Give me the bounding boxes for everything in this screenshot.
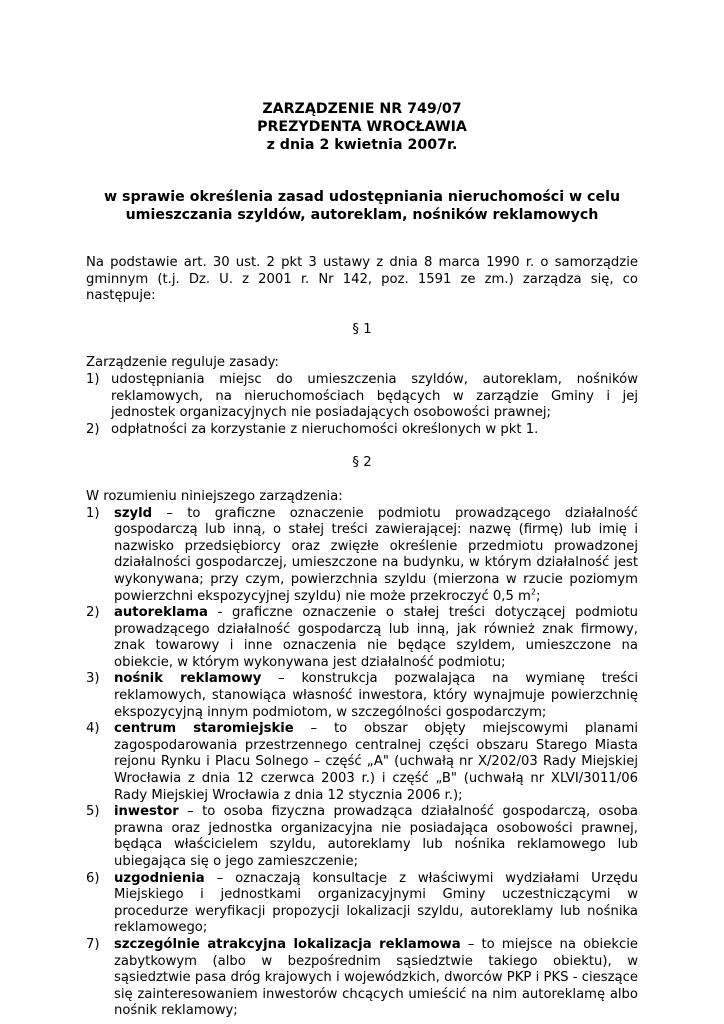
title-line-1: ZARZĄDZENIE NR 749/07: [262, 101, 462, 117]
section-2: [86, 489, 638, 1020]
list-item: [86, 422, 638, 439]
definition-item: [86, 871, 638, 937]
list-item-number: 2): [86, 421, 100, 437]
definition-text: – to miejsce na obiekcie zabytkowym (albo w bezpośrednim sąsiedztwie takiego obiektu), w sąsiedztwie pasa dróg krajowych i wojewódzkich, dworców PKP i PKS - cieszące się zainteresowaniem inwestorów chcących umieścić na nim autoreklamę albo nośnik reklamowy;: [114, 936, 638, 1019]
list-item: [86, 372, 638, 422]
definition-term: uzgodnienia: [114, 870, 205, 886]
definition-number: 6): [86, 870, 100, 886]
section-1-heading: § 1: [352, 321, 372, 337]
definition-item: [86, 937, 638, 1020]
definition-text: – to osoba fizyczna prowadząca działalność gospodarczą, osoba prawna oraz jednostka organizacyjna nie posiadająca osobowości prawnej, będąca właścicielem szyldu, autoreklamy lub nośnika reklamowego lub ubiegająca się o jego zamieszczenie;: [114, 804, 638, 869]
definition-item: [86, 605, 638, 671]
document-title: [86, 100, 638, 154]
section-1-list: [86, 372, 638, 438]
subject-line-1: w sprawie określenia zasad udostępniania nieruchomości w celu: [103, 189, 621, 205]
definition-tail: ;: [536, 588, 541, 604]
superscript: 2: [530, 587, 536, 597]
definition-text: – to graficzne oznaczenie podmiotu prowadzącego działalność gospodarczą lub inną, o stałej treści zawierającej: nazwę (firmę) lub imię i nazwisko przedsiębiorcy oraz zwięzłe określenie przedmiotu prowadzonej działalności gospodarczej, umieszczone na budynku, w którym działalność jest wykonywana; przy czym, powierzchnia szyldu (mierzona w rzucie poziomym powierzchni ekspozycyjnej szyldu) nie może przekroczyć 0,5 m: [114, 505, 638, 604]
definition-item: [86, 506, 638, 606]
section-1-intro: Zarządzenie reguluje zasady:: [86, 355, 279, 371]
list-item-number: 1): [86, 371, 100, 387]
definition-term: szyld: [114, 505, 153, 521]
section-1: [86, 355, 638, 438]
document-page: [86, 100, 638, 1020]
definition-number: 4): [86, 721, 100, 737]
title-line-3: z dnia 2 kwietnia 2007r.: [266, 137, 458, 153]
definition-number: 3): [86, 671, 100, 687]
list-item-text: odpłatności za korzystanie z nieruchomości określonych w pkt 1.: [111, 421, 539, 437]
definitions-list: [86, 506, 638, 1020]
section-2-intro: W rozumieniu niniejszego zarządzenia:: [86, 488, 343, 504]
definition-text: – konstrukcja pozwalająca na wymianę treści reklamowych, stanowiąca własność inwestora, który wynajmuje powierzchnię ekspozycyjną innym podmiotom, w szczególności gospodarczym;: [114, 671, 638, 720]
definition-term: inwestor: [114, 804, 179, 820]
definition-text: - graficzne oznaczenie o stałej treści dotyczącej podmiotu prowadzącego działalność gospodarczą lub inną, jak również znak firmowy, znak towarowy i inne oznaczenia nie będące szyldem, umieszczone na obiekcie, w którym wykonywana jest działalność podmiotu;: [114, 605, 638, 670]
definition-item: [86, 804, 638, 870]
definition-term: autoreklama: [114, 605, 208, 621]
list-item-text: udostępniania miejsc do umieszczenia szyldów, autoreklam, nośników reklamowych, na nieruchomościach będących w zarządzie Gminy i jej jednostek organizacyjnych nie posiadających osobowości prawnej;: [111, 371, 638, 421]
document-subject: [86, 188, 638, 224]
definition-text: – to obszar objęty miejscowymi planami zagospodarowania przestrzennego centralnej części obszaru Starego Miasta rejonu Rynku i Placu Solnego – część „A" (uchwałą nr X/202/03 Rady Miejskiej Wrocławia z dnia 12 czerwca 2003 r.) i część „B" (uchwałą nr XLVI/3011/06 Rady Miejskiej Wrocławia z dnia 12 stycznia 2006 r.);: [114, 721, 638, 803]
title-line-2: PREZYDENTA WROCŁAWIA: [257, 119, 467, 135]
definition-number: 5): [86, 804, 100, 820]
definition-number: 7): [86, 936, 100, 952]
definition-item: [86, 721, 638, 804]
section-2-heading: § 2: [352, 455, 372, 471]
definition-number: 1): [86, 505, 100, 521]
definition-text: – oznaczają konsultacje z właściwymi wydziałami Urzędu Miejskiego i jednostkami organizacyjnymi Gminy uczestniczącymi w procedurze weryfikacji propozycji lokalizacji szyldu, autoreklamy lub nośnika reklamowego;: [114, 870, 638, 936]
legal-basis: Na podstawie art. 30 ust. 2 pkt 3 ustawy z dnia 8 marca 1990 r. o samorządzie gminnym (t.j. Dz. U. z 2001 r. Nr 142, poz. 1591 ze zm.) zarządza się, co następuje:: [86, 255, 638, 304]
definition-term: nośnik reklamowy: [114, 671, 262, 687]
subject-line-2: umieszczania szyldów, autoreklam, nośników reklamowych: [125, 207, 599, 223]
definition-item: [86, 671, 638, 721]
definition-number: 2): [86, 605, 100, 621]
definition-term: szczególnie atrakcyjna lokalizacja reklamowa: [114, 936, 461, 952]
definition-term: centrum staromiejskie: [114, 721, 294, 737]
